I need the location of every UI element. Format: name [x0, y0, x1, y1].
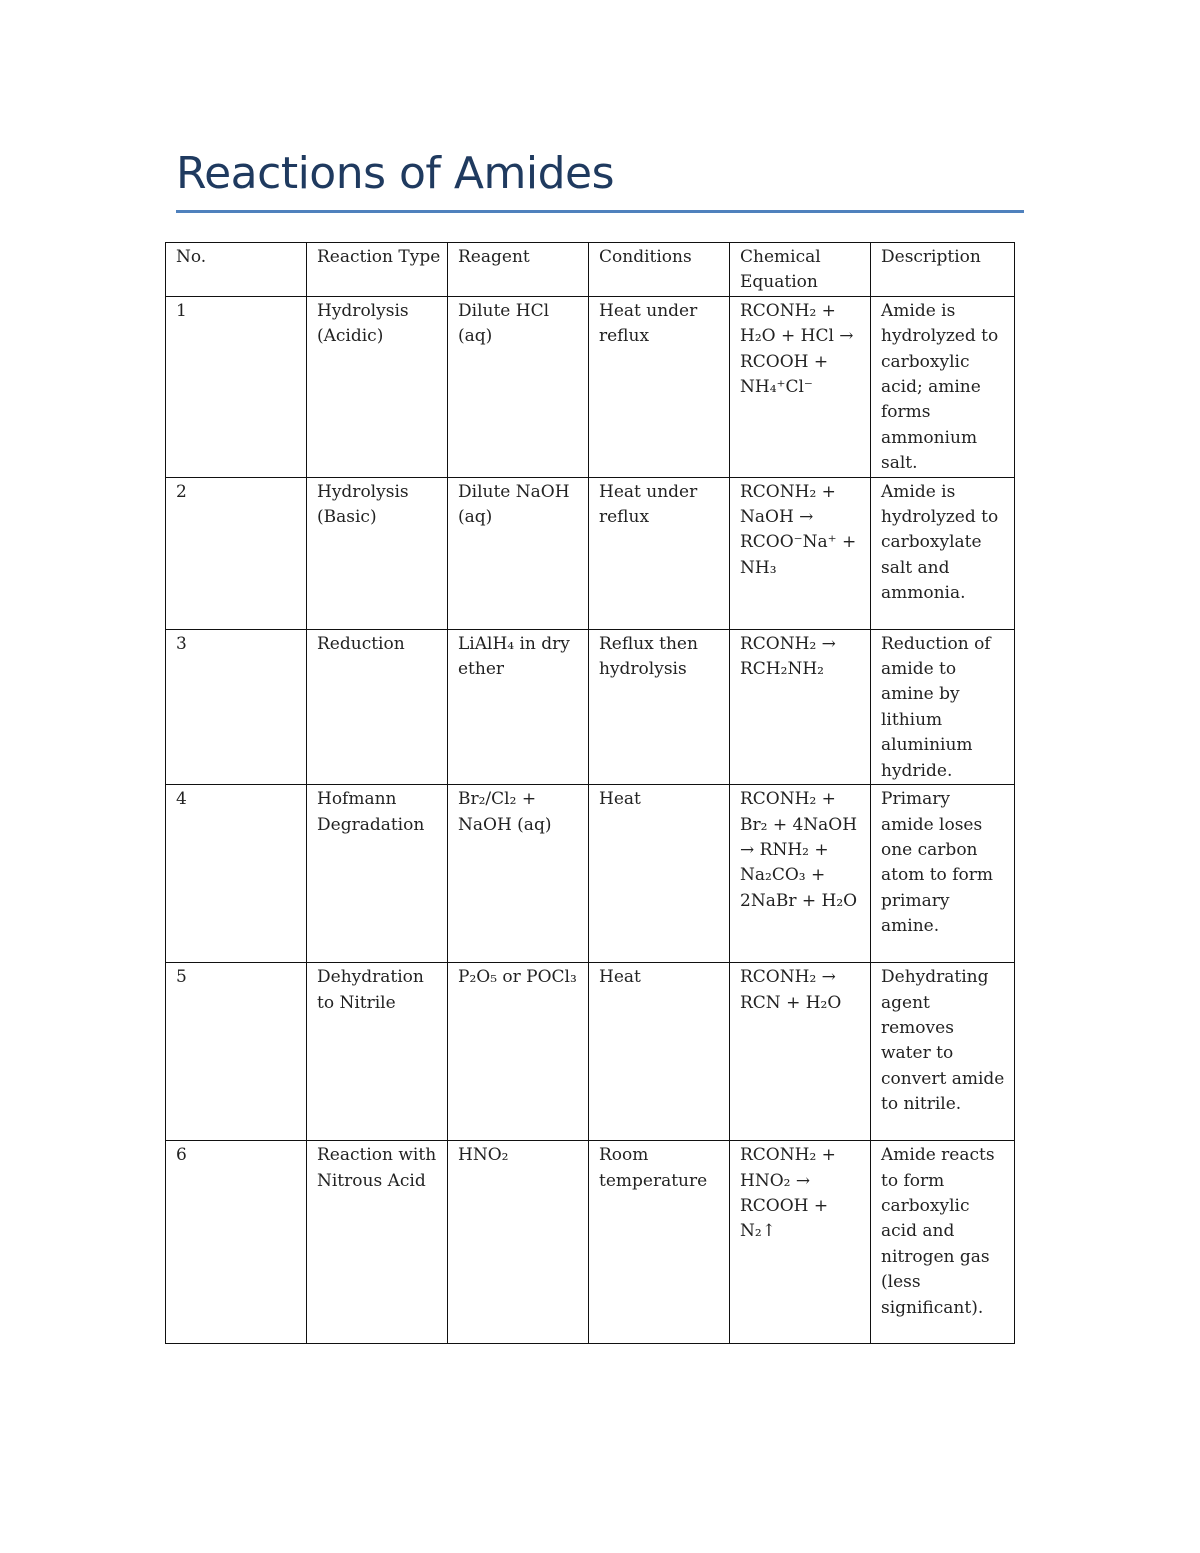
cell-description: Amide is hydrolyzed to carboxylate salt and ammonia. — [871, 477, 1015, 629]
cell-equation: RCONH₂ + Br₂ + 4NaOH → RNH₂ + Na₂CO₃ + 2NaBr + H₂O — [730, 785, 871, 963]
cell-no: 4 — [166, 785, 307, 963]
cell-description: Primary amide loses one carbon atom to form primary amine. — [871, 785, 1015, 963]
cell-conditions: Heat — [589, 963, 730, 1141]
table-row — [166, 963, 1015, 1141]
cell-reaction-type: Dehydration to Nitrile — [307, 963, 448, 1141]
table-row — [166, 629, 1015, 784]
header-chemical-equation: Chemical Equation — [730, 243, 871, 297]
cell-equation: RCONH₂ + NaOH → RCOO⁻Na⁺ + NH₃ — [730, 477, 871, 629]
header-reagent: Reagent — [448, 243, 589, 297]
table-row — [166, 1141, 1015, 1344]
cell-description: Dehydrating agent removes water to convert amide to nitrile. — [871, 963, 1015, 1141]
cell-no: 3 — [166, 629, 307, 784]
header-no: No. — [166, 243, 307, 297]
cell-reagent: HNO₂ — [448, 1141, 589, 1344]
cell-reagent: LiAlH₄ in dry ether — [448, 629, 589, 784]
cell-no: 5 — [166, 963, 307, 1141]
cell-reaction-type: Hydrolysis (Acidic) — [307, 296, 448, 477]
header-description: Description — [871, 243, 1015, 297]
cell-reagent: Dilute NaOH (aq) — [448, 477, 589, 629]
page-title: Reactions of Amides — [176, 148, 615, 199]
header-row — [166, 243, 1015, 297]
cell-no: 1 — [166, 296, 307, 477]
cell-equation: RCONH₂ + H₂O + HCl → RCOOH + NH₄⁺Cl⁻ — [730, 296, 871, 477]
table-row — [166, 477, 1015, 629]
cell-reagent: Dilute HCl (aq) — [448, 296, 589, 477]
title-underline — [176, 210, 1024, 213]
cell-conditions: Heat under reflux — [589, 477, 730, 629]
table-row — [166, 296, 1015, 477]
cell-reagent: P₂O₅ or POCl₃ — [448, 963, 589, 1141]
table-row — [166, 785, 1015, 963]
header-reaction-type: Reaction Type — [307, 243, 448, 297]
cell-reaction-type: Hydrolysis (Basic) — [307, 477, 448, 629]
cell-conditions: Heat — [589, 785, 730, 963]
header-conditions: Conditions — [589, 243, 730, 297]
cell-reaction-type: Reduction — [307, 629, 448, 784]
cell-conditions: Room temperature — [589, 1141, 730, 1344]
cell-description: Reduction of amide to amine by lithium aluminium hydride. — [871, 629, 1015, 784]
cell-description: Amide is hydrolyzed to carboxylic acid; amine forms ammonium salt. — [871, 296, 1015, 477]
reactions-table — [165, 242, 1015, 1344]
cell-equation: RCONH₂ → RCH₂NH₂ — [730, 629, 871, 784]
cell-conditions: Heat under reflux — [589, 296, 730, 477]
cell-no: 6 — [166, 1141, 307, 1344]
cell-reaction-type: Reaction with Nitrous Acid — [307, 1141, 448, 1344]
cell-reaction-type: Hofmann Degradation — [307, 785, 448, 963]
cell-equation: RCONH₂ + HNO₂ → RCOOH + N₂↑ — [730, 1141, 871, 1344]
cell-conditions: Reflux then hydrolysis — [589, 629, 730, 784]
cell-no: 2 — [166, 477, 307, 629]
cell-reagent: Br₂/Cl₂ + NaOH (aq) — [448, 785, 589, 963]
cell-description: Amide reacts to form carboxylic acid and nitrogen gas (less significant). — [871, 1141, 1015, 1344]
cell-equation: RCONH₂ → RCN + H₂O — [730, 963, 871, 1141]
